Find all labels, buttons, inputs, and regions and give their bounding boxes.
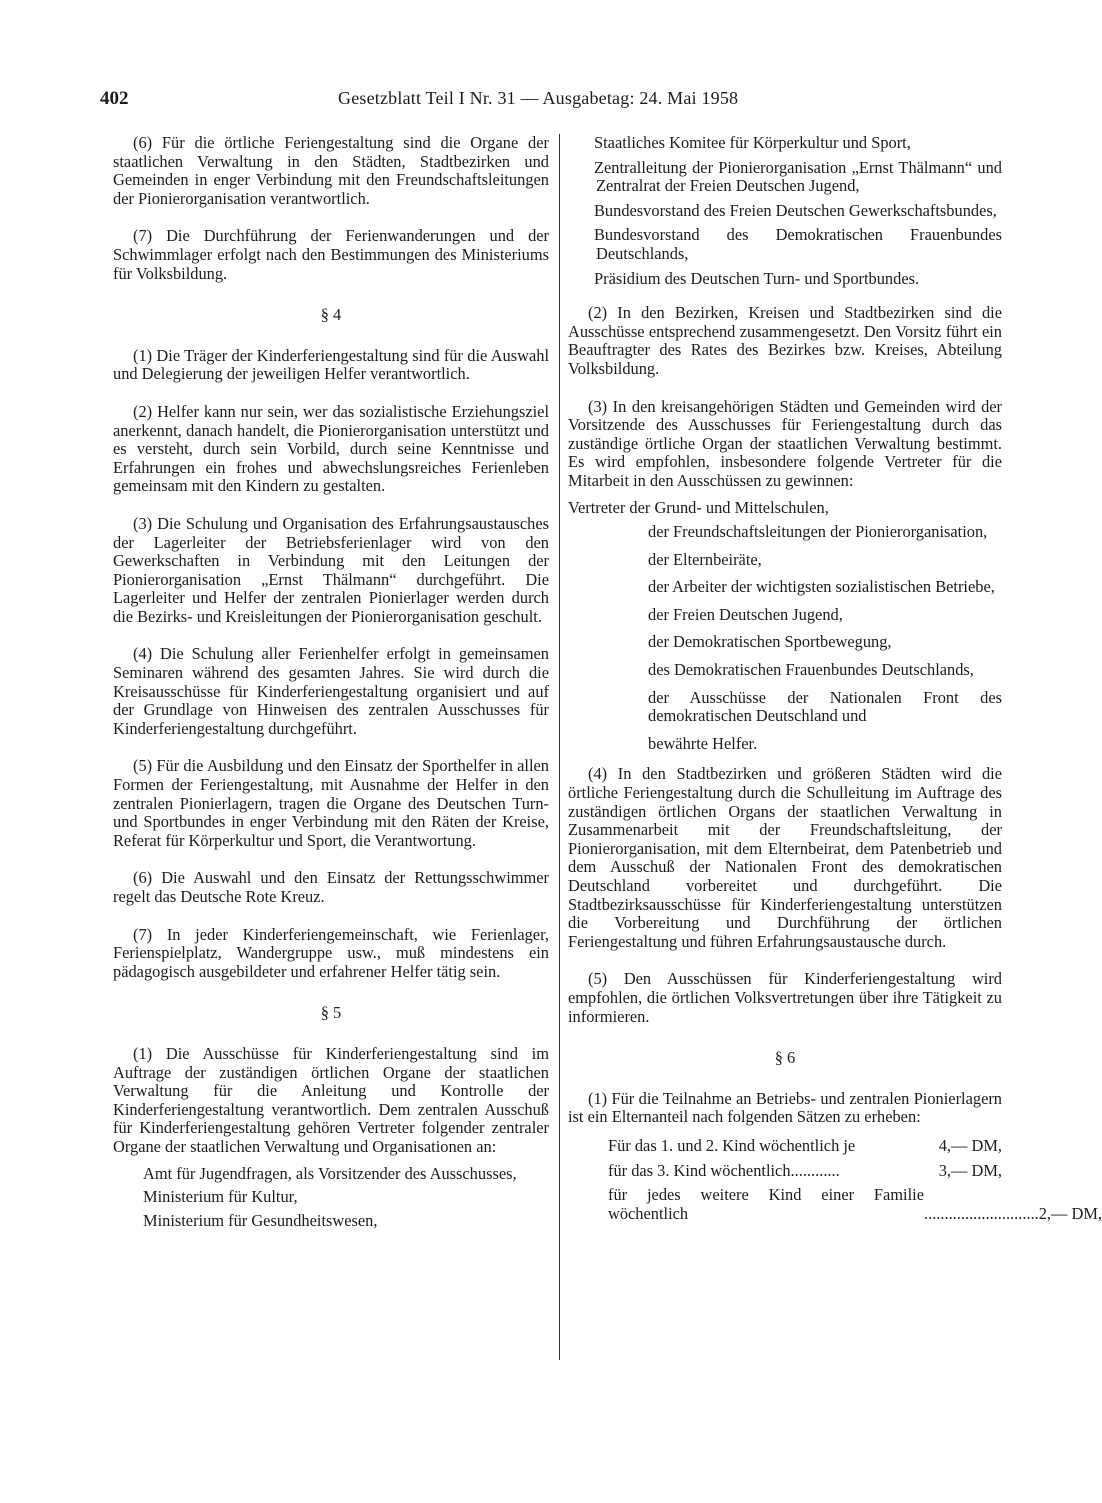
page-header (100, 88, 1000, 114)
paragraph-4-3: (3) Die Schulung und Organisation des Erfahrungsaustausches der Lagerleiter der Betriebsferienlager wird von den Gewerkschaften in Verbindung mit den Leitungen der Pionierorganisation „Ernst Thälmann“ durchgeführt. Die Lagerleiter und Helfer der zentralen Pionierlager werden durch die Bezirks- und Kreisleitungen der Pionierorganisation geschult. (113, 513, 549, 626)
organ-list-item: Staatliches Komitee für Körperkultur und Sport, (594, 133, 911, 152)
organ-list-item: Präsidium des Deutschen Turn- und Sportbundes. (594, 268, 920, 288)
paragraph-5-5: (5) Den Ausschüssen für Kinderferiengestaltung wird empfohlen, die örtlichen Volksvertretungen über ihre Tätigkeit zu informieren. (568, 969, 1002, 1026)
paragraph-4-2: (2) Helfer kann nur sein, wer das sozialistische Erziehungsziel anerkennt, danach handelt, die Pionierorganisation unterstützt und es versteht, durch sein Vorbild, durch seine Kenntnisse und Erfahrungen ein frohes und abwechslungsreiches Ferienleben gemeinsam mit den Kindern zu gestalten. (113, 401, 549, 496)
vertreter-item: der Arbeiter der wichtigsten sozialistischen Betriebe, (648, 577, 995, 597)
section-heading-5: § 5 (320, 1003, 342, 1023)
rate-label: Für das 1. und 2. Kind wöchentlich je (608, 1135, 856, 1155)
vertreter-item: der Freien Deutschen Jugend, (648, 604, 843, 624)
section-heading-4: § 4 (320, 305, 342, 325)
rate-leader-dots: ............................ (924, 1203, 1039, 1223)
paragraph-4-7: (7) In jeder Kinderferiengemeinschaft, wie Ferienlager, Ferienspielplatz, Wandergruppe usw., muß mindestens ein pädagogisch ausgebildeter und erfahrener Helfer tätig sein. (113, 924, 549, 981)
vertreter-item: des Demokratischen Frauenbundes Deutschlands, (648, 660, 974, 680)
rate-row (568, 1137, 1002, 1156)
organ-list-item: Amt für Jugendfragen, als Vorsitzender des Ausschusses, (143, 1163, 517, 1183)
paragraph-5-4: (4) In den Stadtbezirken und größeren Städten wird die örtliche Feriengestaltung durch die Schulleitung im Auftrage des zuständigen örtlichen Organs der staatlichen Verwaltung in Zusammenarbeit mit der Freundschaftsleitung, der Pionierorganisation, mit dem Elternbeirat, dem Patenbetrieb und dem Ausschuß der Nationalen Front des demokratischen Deutschland vorbereitet und durchgeführt. Die Stadtbezirksausschüsse für Kinderferiengestaltung unterstützen die Vorbereitung und Durchführung der örtlichen Feriengestaltung und führen Erfahrungsaustausche durch. (568, 764, 1002, 951)
rate-label: für jedes weitere Kind einer Familie wöchentlich (608, 1185, 924, 1223)
vertreter-item: bewährte Helfer. (648, 733, 758, 753)
organ-list-item: Ministerium für Gesundheitswesen, (143, 1210, 378, 1230)
vertreter-item: der Elternbeiräte, (648, 549, 762, 569)
left-column (113, 134, 549, 1235)
paragraph-4-4: (4) Die Schulung aller Ferienhelfer erfolgt in gemeinsamen Seminaren während des gesamten Jahres. Sie wird durch die Kreisausschüsse für Kinderferiengestaltung organisiert und auf der Grundlage von Hinweisen des zentralen Ausschusses für Kinderferiengestaltung durchgeführt. (113, 644, 549, 738)
paragraph-3-7: (7) Die Durchführung der Ferienwanderungen und der Schwimmlager erfolgt nach den Bestimmungen des Ministeriums für Volksbildung. (113, 226, 549, 283)
vertreter-lead: Vertreter der Grund- und Mittelschulen, (568, 497, 829, 517)
paragraph-4-1: (1) Die Träger der Kinderferiengestaltung sind für die Auswahl und Delegierung der jeweiligen Helfer verantwortlich. (113, 345, 549, 384)
rate-leader-dots: ............ (790, 1160, 840, 1180)
organ-list-item: Bundesvorstand des Freien Deutschen Gewerkschaftsbundes, (594, 200, 997, 220)
rate-amount: 4,— DM, (938, 1135, 1002, 1155)
paragraph-4-6: (6) Die Auswahl und den Einsatz der Rettungsschwimmer regelt das Deutsche Rote Kreuz. (113, 868, 549, 906)
paragraph-4-5: (5) Für die Ausbildung und den Einsatz der Sporthelfer in allen Formen der Feriengestaltung, mit Ausnahme der Helfer in den zentralen Pionierlagern, tragen die Organe des Deutschen Turn- und Sportbundes in enger Verbindung mit den Räten der Kreise, Referat für Körperkultur und Sport, die Verantwortung. (113, 756, 549, 850)
section-heading-6: § 6 (774, 1048, 796, 1068)
page-number: 402 (100, 88, 129, 109)
column-divider (559, 134, 560, 1360)
organ-list-item: Ministerium für Kultur, (143, 1187, 298, 1207)
paragraph-5-3: (3) In den kreisangehörigen Städten und Gemeinden wird der Vorsitzende des Ausschusses für Feriengestaltung durch das zuständige örtliche Organ der staatlichen Verwaltung bestimmt. Es wird empfohlen, insbesondere folgende Vertreter für die Mitarbeit in den Ausschüssen zu gewinnen: (568, 396, 1002, 490)
vertreter-item: der Ausschüsse der Nationalen Front des demokratischen Deutschland und (648, 687, 1002, 726)
rate-amount: 3,— DM, (938, 1160, 1002, 1180)
paragraph-5-2: (2) In den Bezirken, Kreisen und Stadtbezirken sind die Ausschüsse entsprechend zusammengesetzt. Den Vorsitz führt ein Beauftragter des Rates des Bezirkes bzw. Kreises, Abteilung Volksbildung. (568, 303, 1002, 378)
right-column (568, 133, 1102, 1229)
organ-list-item: Zentralleitung der Pionierorganisation „Ernst Thälmann“ und Zentralrat der Freien Deutschen Jugend, (594, 157, 1002, 196)
paragraph-6-1: (1) Für die Teilnahme an Betriebs- und zentralen Pionierlagern ist ein Elternanteil nach folgenden Sätzen zu erheben: (568, 1088, 1002, 1127)
vertreter-item: der Freundschaftsleitungen der Pionierorganisation, (648, 522, 988, 542)
rate-label: für das 3. Kind wöchentlich (608, 1160, 791, 1180)
paragraph-3-6: (6) Für die örtliche Feriengestaltung sind die Organe der staatlichen Verwaltung in den Städten, Stadtbezirken und Gemeinden in enger Verbindung mit den Freundschaftsleitungen der Pionierorganisation verantwortlich. (113, 133, 549, 208)
organ-list-item: Bundesvorstand des Demokratischen Frauenbundes Deutschlands, (594, 225, 1002, 263)
rate-row (568, 1162, 1002, 1181)
rate-row (568, 1185, 1102, 1223)
rate-amount: 2,— DM, (1038, 1203, 1102, 1223)
paragraph-5-1: (1) Die Ausschüsse für Kinderferiengestaltung sind im Auftrage der zuständigen örtlichen Organe der staatlichen Verwaltung für die Anleitung und Kontrolle der Kinderferiengestaltung verantwortlich. Dem zentralen Ausschuß für Kinderferiengestaltung gehören Vertreter folgender zentraler Organe der staatlichen Verwaltung und Organisationen an: (113, 1043, 549, 1156)
running-head: Gesetzblatt Teil I Nr. 31 — Ausgabetag: 24. Mai 1958 (338, 88, 739, 108)
vertreter-item: der Demokratischen Sportbewegung, (648, 632, 892, 652)
